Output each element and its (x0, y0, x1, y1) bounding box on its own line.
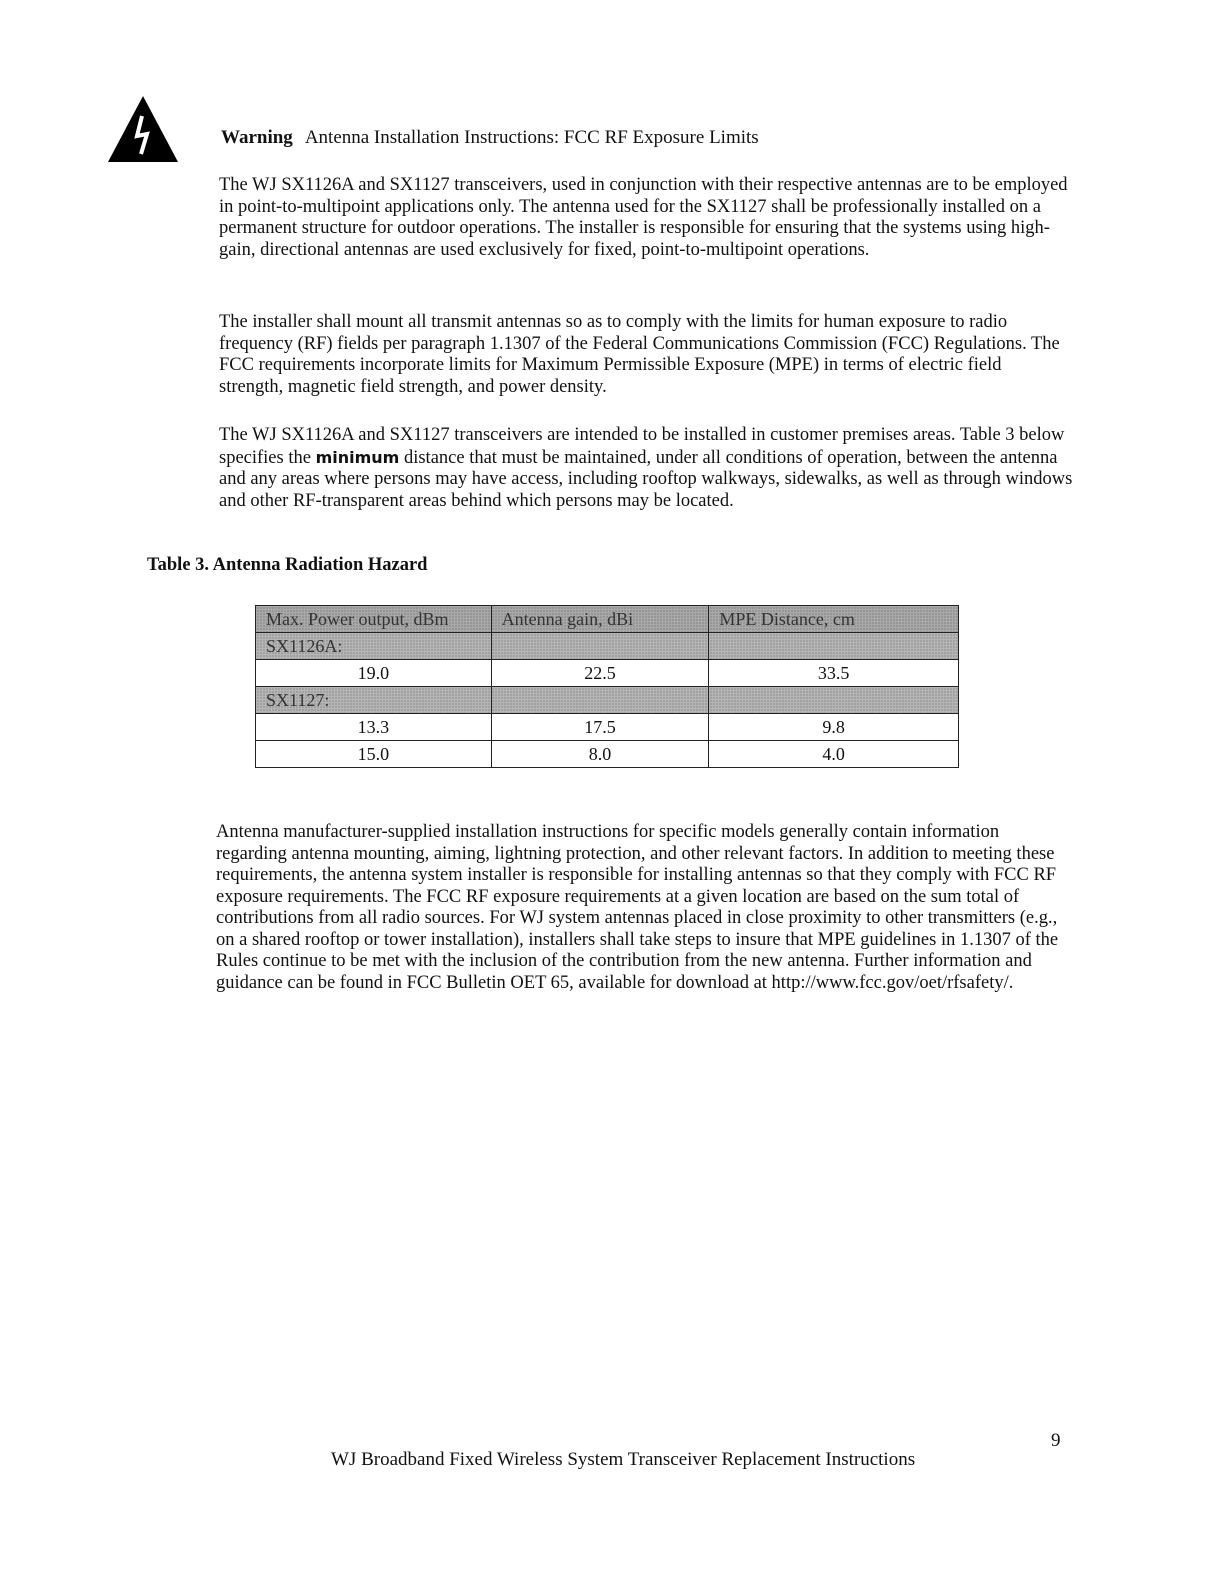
table-row (256, 741, 959, 768)
group-row-sx1126a (256, 633, 959, 660)
cell-power: 19.0 (256, 660, 492, 687)
paragraph-applications: The WJ SX1126A and SX1127 transceivers, used in conjunction with their respective antennas are to be employed in point-to-multipoint applications only. The antenna used for the SX1127 shall be professionally installed on a permanent structure for outdoor operations. The installer is responsible for ensuring that the systems using high-gain, directional antennas are used exclusively for fixed, point-to-multipoint operations. (219, 175, 1068, 260)
table-caption: Table 3. Antenna Radiation Hazard (147, 555, 428, 575)
page-number: 9 (1051, 1430, 1061, 1451)
paragraph-exposure-limits: The installer shall mount all transmit antennas so as to comply with the limits for human exposure to radio frequency (RF) fields per paragraph 1.1307 of the Federal Communications Commission (FCC) Regulations. The FCC requirements incorporate limits for Maximum Permissible Exposure (MPE) in terms of electric field strength, magnetic field strength, and power density. (219, 312, 1060, 397)
header-antenna-gain: Antenna gain, dBi (491, 606, 709, 633)
table-row (256, 714, 959, 741)
cell-power: 13.3 (256, 714, 492, 741)
group-label: SX1126A: (256, 633, 492, 660)
table-header-row (256, 606, 959, 633)
radiation-hazard-table (255, 605, 959, 768)
cell-distance: 9.8 (709, 714, 959, 741)
header-mpe-distance: MPE Distance, cm (709, 606, 959, 633)
warning-heading (221, 127, 759, 149)
cell-gain: 8.0 (491, 741, 709, 768)
table-row (256, 660, 959, 687)
group-label: SX1127: (256, 687, 492, 714)
p3-text-start: The WJ SX1126A and SX1127 transceivers are intended to be installed in customer premises areas. Table 3 below specifies the (219, 425, 1065, 468)
cell-gain: 17.5 (491, 714, 709, 741)
warning-title: Antenna Installation Instructions: FCC RF Exposure Limits (304, 127, 759, 148)
paragraph-minimum-distance (219, 425, 1074, 512)
warning-label: Warning (221, 127, 293, 148)
cell-power: 15.0 (256, 741, 492, 768)
p3-text-end: distance that must be maintained, under all conditions of operation, between the antenna and any areas where persons may have access, including rooftop walkways, sidewalks, as well as through windows and other RF-transparent areas behind which persons may be located. (219, 447, 1073, 511)
cell-gain: 22.5 (491, 660, 709, 687)
paragraph-manufacturer-instructions: Antenna manufacturer-supplied installation instructions for specific models generally contain information regarding antenna mounting, aiming, lightning protection, and other relevant factors. In addition to meeting these requirements, the antenna system installer is responsible for installing antennas so that they comply with FCC RF exposure requirements. The FCC RF exposure requirements at a given location are based on the sum total of contributions from all radio sources. For WJ system antennas placed in close proximity to other transmitters (e.g., on a shared rooftop or tower installation), installers shall take steps to insure that MPE guidelines in 1.1307 of the Rules continue to be met with the inclusion of the contribution from the new antenna. Further information and guidance can be found in FCC Bulletin OET 65, available for download at http://www.fcc.gov/oet/rfsafety/. (216, 822, 1059, 993)
cell-distance: 4.0 (709, 741, 959, 768)
warning-triangle-icon (106, 94, 180, 164)
header-max-power: Max. Power output, dBm (256, 606, 492, 633)
p3-bold-minimum: minimum (315, 447, 400, 467)
cell-distance: 33.5 (709, 660, 959, 687)
group-row-sx1127 (256, 687, 959, 714)
footer-title: WJ Broadband Fixed Wireless System Transceiver Replacement Instructions (331, 1449, 916, 1470)
